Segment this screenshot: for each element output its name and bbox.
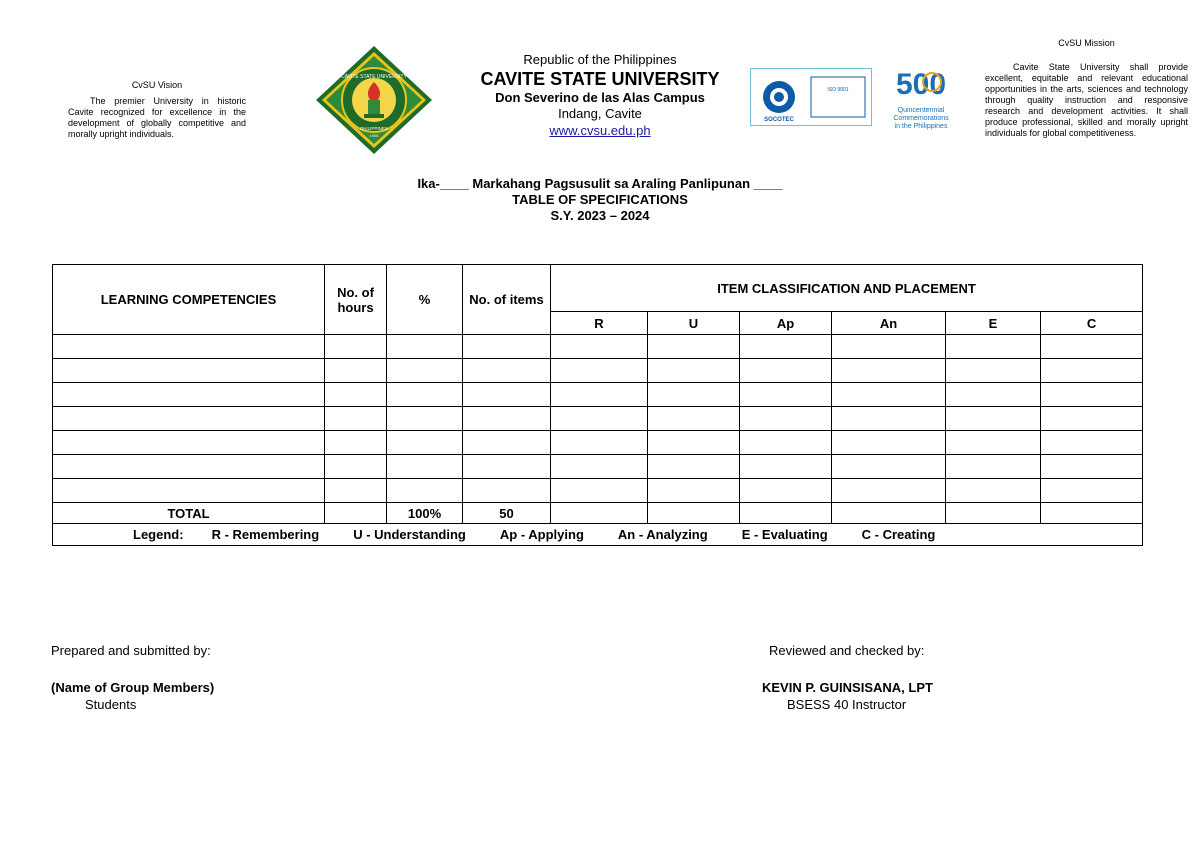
legend-entry: Ap - Applying	[499, 527, 584, 542]
total-row	[53, 503, 1143, 524]
cell-percent[interactable]	[387, 479, 463, 503]
header-hours: No. of hours	[325, 265, 387, 335]
cell-hours[interactable]	[325, 335, 387, 359]
cell-competency[interactable]	[53, 335, 325, 359]
cell-e[interactable]	[946, 383, 1041, 407]
cell-ap[interactable]	[740, 407, 832, 431]
seal-bottom-text: PHILIPPINES	[360, 126, 388, 131]
cell-ap[interactable]	[740, 479, 832, 503]
prepared-role: Students	[85, 697, 137, 712]
quincentennial-line-3: in the Philippines	[894, 123, 948, 130]
cell-u[interactable]	[648, 407, 740, 431]
total-r[interactable]	[551, 503, 648, 524]
table-row	[53, 479, 1143, 503]
total-percent: 100%	[387, 503, 463, 524]
cell-u[interactable]	[648, 335, 740, 359]
cell-e[interactable]	[946, 455, 1041, 479]
quincentennial-500-logo	[882, 60, 960, 136]
quincentennial-number: 500	[895, 68, 947, 101]
tos-title: TABLE OF SPECIFICATIONS	[512, 192, 688, 207]
cell-c[interactable]	[1041, 455, 1143, 479]
cell-c[interactable]	[1041, 479, 1143, 503]
cell-c[interactable]	[1041, 359, 1143, 383]
cell-r[interactable]	[551, 383, 648, 407]
cell-items[interactable]	[463, 383, 551, 407]
header-level-u: U	[648, 312, 740, 335]
cell-hours[interactable]	[325, 479, 387, 503]
cell-ap[interactable]	[740, 383, 832, 407]
cell-ap[interactable]	[740, 431, 832, 455]
mission-text: Cavite State University shall provide excellent, equitable and relevant educational opportunities in the arts, sciences and technology through quality instruction and responsive research and development activities. It shall produce professional, skilled and morally upright individuals for global competitiveness.	[985, 62, 1188, 138]
cell-ap[interactable]	[740, 335, 832, 359]
cell-competency[interactable]	[53, 455, 325, 479]
header-level-an: An	[832, 312, 946, 335]
cell-u[interactable]	[648, 383, 740, 407]
cell-items[interactable]	[463, 431, 551, 455]
cell-hours[interactable]	[325, 359, 387, 383]
cell-items[interactable]	[463, 359, 551, 383]
table-row	[53, 431, 1143, 455]
total-label: TOTAL	[53, 503, 325, 524]
cell-items[interactable]	[463, 335, 551, 359]
iso-label: ISO 9001	[827, 87, 849, 93]
website-link[interactable]: www.cvsu.edu.ph	[549, 123, 651, 138]
document-titles	[300, 176, 900, 224]
legend-entry: U - Understanding	[353, 527, 466, 542]
cell-competency[interactable]	[53, 359, 325, 383]
total-u[interactable]	[648, 503, 740, 524]
exam-title: Ika-____ Markahang Pagsusulit sa Araling Panlipunan ____	[417, 176, 783, 191]
cell-competency[interactable]	[53, 407, 325, 431]
cell-competency[interactable]	[53, 479, 325, 503]
cell-items[interactable]	[463, 407, 551, 431]
cell-r[interactable]	[551, 479, 648, 503]
socotec-label: SOCOTEC	[764, 117, 794, 123]
table-row	[53, 407, 1143, 431]
seal-year-text: 1906	[369, 133, 379, 138]
cell-percent[interactable]	[387, 431, 463, 455]
reviewed-label: Reviewed and checked by:	[769, 643, 925, 658]
vision-text: The premier University in historic Cavite recognized for excellence in the development of globally competitive and morally upright individuals.	[68, 96, 246, 139]
header-percent: %	[387, 265, 463, 335]
cell-an[interactable]	[832, 383, 946, 407]
cell-hours[interactable]	[325, 383, 387, 407]
table-of-specifications	[52, 264, 1143, 546]
total-e[interactable]	[946, 503, 1041, 524]
vision-block	[68, 80, 246, 140]
legend-row	[53, 524, 1143, 546]
total-items: 50	[463, 503, 551, 524]
cell-c[interactable]	[1041, 383, 1143, 407]
legend-entry: E - Evaluating	[741, 527, 828, 542]
table-row	[53, 359, 1143, 383]
header-level-c: C	[1041, 312, 1143, 335]
cell-an[interactable]	[832, 359, 946, 383]
vision-title: CvSU Vision	[131, 80, 183, 90]
cell-e[interactable]	[946, 431, 1041, 455]
legend-entry: C - Creating	[861, 527, 936, 542]
cell-u[interactable]	[648, 431, 740, 455]
cell-ap[interactable]	[740, 359, 832, 383]
seal-top-text: CAVITE STATE UNIVERSITY	[341, 74, 407, 80]
prepared-label: Prepared and submitted by:	[51, 643, 211, 658]
reviewed-by-block	[762, 642, 1149, 713]
quincentennial-line-2: Commemorations	[893, 115, 949, 122]
cell-c[interactable]	[1041, 431, 1143, 455]
header-level-ap: Ap	[740, 312, 832, 335]
cell-c[interactable]	[1041, 407, 1143, 431]
cell-an[interactable]	[832, 431, 946, 455]
cell-percent[interactable]	[387, 407, 463, 431]
total-hours[interactable]	[325, 503, 387, 524]
cell-r[interactable]	[551, 407, 648, 431]
total-ap[interactable]	[740, 503, 832, 524]
cell-competency[interactable]	[53, 431, 325, 455]
cell-percent[interactable]	[387, 359, 463, 383]
cell-ap[interactable]	[740, 455, 832, 479]
cell-e[interactable]	[946, 335, 1041, 359]
reviewed-name: KEVIN P. GUINSISANA, LPT	[762, 680, 933, 695]
prepared-by-block	[51, 642, 451, 713]
cell-hours[interactable]	[325, 431, 387, 455]
cell-hours[interactable]	[325, 407, 387, 431]
header-learning-competencies: LEARNING COMPETENCIES	[53, 265, 325, 335]
header-items: No. of items	[463, 265, 551, 335]
cell-an[interactable]	[832, 455, 946, 479]
campus-location: Indang, Cavite	[558, 106, 642, 121]
republic-line: Republic of the Philippines	[523, 52, 677, 67]
cell-an[interactable]	[832, 407, 946, 431]
cell-r[interactable]	[551, 335, 648, 359]
cell-e[interactable]	[946, 359, 1041, 383]
legend-cell	[53, 524, 1143, 546]
cell-percent[interactable]	[387, 383, 463, 407]
cell-an[interactable]	[832, 335, 946, 359]
legend-entry: R - Remembering	[211, 527, 320, 542]
table-row	[53, 383, 1143, 407]
mission-title: CvSU Mission	[1058, 38, 1115, 48]
socotec-iso-certification-logo	[750, 68, 872, 126]
cell-e[interactable]	[946, 407, 1041, 431]
cell-u[interactable]	[648, 359, 740, 383]
university-name: CAVITE STATE UNIVERSITY	[480, 69, 720, 89]
legend-label: Legend:	[133, 527, 184, 542]
cell-r[interactable]	[551, 431, 648, 455]
cell-competency[interactable]	[53, 383, 325, 407]
header-level-e: E	[946, 312, 1041, 335]
quincentennial-line-1: Quincentennial	[897, 107, 945, 114]
mission-block	[985, 38, 1188, 139]
cell-u[interactable]	[648, 455, 740, 479]
prepared-name: (Name of Group Members)	[51, 680, 215, 695]
cell-hours[interactable]	[325, 455, 387, 479]
cell-percent[interactable]	[387, 455, 463, 479]
cell-items[interactable]	[463, 455, 551, 479]
cell-u[interactable]	[648, 479, 740, 503]
header-item-classification: ITEM CLASSIFICATION AND PLACEMENT	[551, 265, 1143, 312]
cell-items[interactable]	[463, 479, 551, 503]
cell-r[interactable]	[551, 455, 648, 479]
campus-name: Don Severino de las Alas Campus	[495, 90, 705, 105]
cell-c[interactable]	[1041, 335, 1143, 359]
header-level-r: R	[551, 312, 648, 335]
cell-r[interactable]	[551, 359, 648, 383]
table-row	[53, 455, 1143, 479]
university-seal-logo	[314, 44, 434, 156]
legend-entry: An - Analyzing	[617, 527, 708, 542]
table-row	[53, 335, 1143, 359]
total-an[interactable]	[832, 503, 946, 524]
reviewed-role: BSESS 40 Instructor	[787, 697, 907, 712]
cell-an[interactable]	[832, 479, 946, 503]
cell-percent[interactable]	[387, 335, 463, 359]
total-c[interactable]	[1041, 503, 1143, 524]
university-header	[440, 52, 760, 139]
school-year: S.Y. 2023 – 2024	[550, 208, 650, 223]
cell-e[interactable]	[946, 479, 1041, 503]
